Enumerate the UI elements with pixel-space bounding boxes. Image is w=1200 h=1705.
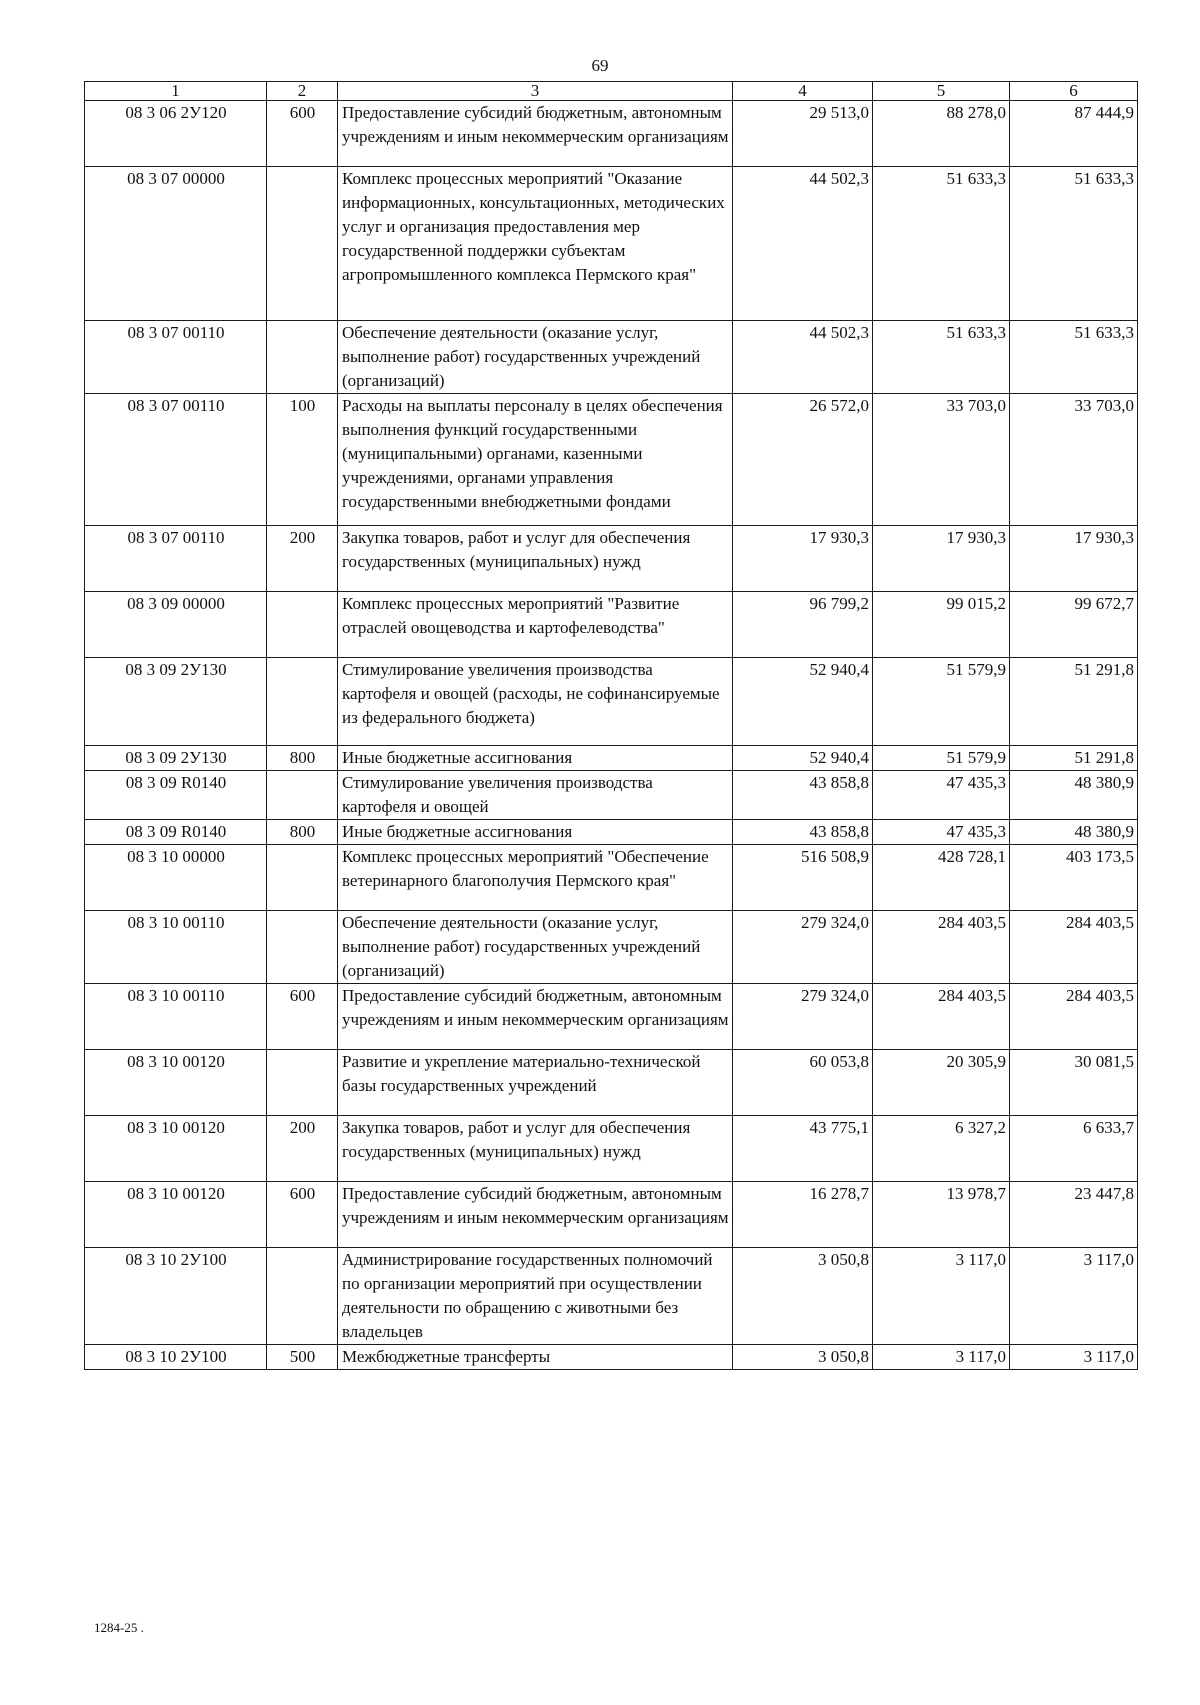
row-value-col5: 3 117,0 bbox=[873, 1345, 1010, 1370]
row-value-col5: 99 015,2 bbox=[873, 592, 1010, 658]
row-name: Предоставление субсидий бюджетным, автономным учреждениям и иным некоммерческим организациям bbox=[338, 101, 733, 167]
page-number: 69 bbox=[591, 56, 609, 75]
row-value-col5: 6 327,2 bbox=[873, 1116, 1010, 1182]
column-header: 5 bbox=[873, 82, 1010, 101]
row-value-col6: 48 380,9 bbox=[1010, 820, 1138, 845]
row-code: 08 3 10 00120 bbox=[85, 1182, 267, 1248]
row-value-col6: 3 117,0 bbox=[1010, 1248, 1138, 1345]
table-row bbox=[85, 592, 1138, 658]
row-expense-type: 600 bbox=[267, 984, 338, 1050]
budget-table bbox=[84, 81, 1138, 1370]
row-code: 08 3 10 00120 bbox=[85, 1116, 267, 1182]
table-row bbox=[85, 1116, 1138, 1182]
row-name: Обеспечение деятельности (оказание услуг, выполнение работ) государственных учреждений (организаций) bbox=[338, 911, 733, 984]
row-expense-type: 600 bbox=[267, 101, 338, 167]
row-code: 08 3 07 00000 bbox=[85, 167, 267, 321]
column-header: 4 bbox=[733, 82, 873, 101]
row-value-col6: 99 672,7 bbox=[1010, 592, 1138, 658]
table-header-row bbox=[85, 82, 1138, 101]
row-value-col6: 51 633,3 bbox=[1010, 167, 1138, 321]
row-value-col4: 43 775,1 bbox=[733, 1116, 873, 1182]
row-name: Стимулирование увеличения производства картофеля и овощей (расходы, не софинансируемые из федерального бюджета) bbox=[338, 658, 733, 746]
row-expense-type bbox=[267, 592, 338, 658]
row-value-col4: 279 324,0 bbox=[733, 911, 873, 984]
row-value-col4: 16 278,7 bbox=[733, 1182, 873, 1248]
column-header: 3 bbox=[338, 82, 733, 101]
document-code: 1284-25 . bbox=[94, 1620, 144, 1635]
table-row bbox=[85, 1182, 1138, 1248]
row-expense-type bbox=[267, 845, 338, 911]
row-name: Иные бюджетные ассигнования bbox=[338, 820, 733, 845]
row-value-col5: 284 403,5 bbox=[873, 984, 1010, 1050]
row-value-col5: 51 579,9 bbox=[873, 746, 1010, 771]
row-name: Обеспечение деятельности (оказание услуг, выполнение работ) государственных учреждений (организаций) bbox=[338, 321, 733, 394]
row-expense-type bbox=[267, 1248, 338, 1345]
row-value-col4: 17 930,3 bbox=[733, 526, 873, 592]
row-value-col5: 47 435,3 bbox=[873, 820, 1010, 845]
row-value-col5: 284 403,5 bbox=[873, 911, 1010, 984]
row-value-col6: 23 447,8 bbox=[1010, 1182, 1138, 1248]
table-row bbox=[85, 845, 1138, 911]
row-value-col5: 51 633,3 bbox=[873, 167, 1010, 321]
row-value-col4: 3 050,8 bbox=[733, 1345, 873, 1370]
row-value-col4: 52 940,4 bbox=[733, 658, 873, 746]
row-code: 08 3 09 2У130 bbox=[85, 658, 267, 746]
row-name: Закупка товаров, работ и услуг для обеспечения государственных (муниципальных) нужд bbox=[338, 1116, 733, 1182]
row-value-col6: 3 117,0 bbox=[1010, 1345, 1138, 1370]
row-value-col6: 403 173,5 bbox=[1010, 845, 1138, 911]
row-value-col5: 51 633,3 bbox=[873, 321, 1010, 394]
table-row bbox=[85, 167, 1138, 321]
row-code: 08 3 06 2У120 bbox=[85, 101, 267, 167]
row-expense-type bbox=[267, 911, 338, 984]
table-row bbox=[85, 1345, 1138, 1370]
row-code: 08 3 10 2У100 bbox=[85, 1345, 267, 1370]
row-name: Предоставление субсидий бюджетным, автономным учреждениям и иным некоммерческим организациям bbox=[338, 1182, 733, 1248]
row-name: Межбюджетные трансферты bbox=[338, 1345, 733, 1370]
row-name: Комплекс процессных мероприятий "Развитие отраслей овощеводства и картофелеводства" bbox=[338, 592, 733, 658]
row-value-col5: 33 703,0 bbox=[873, 394, 1010, 526]
table-row bbox=[85, 101, 1138, 167]
row-value-col4: 52 940,4 bbox=[733, 746, 873, 771]
row-code: 08 3 10 00110 bbox=[85, 984, 267, 1050]
row-expense-type: 800 bbox=[267, 746, 338, 771]
table-row bbox=[85, 771, 1138, 820]
row-value-col6: 6 633,7 bbox=[1010, 1116, 1138, 1182]
row-value-col4: 44 502,3 bbox=[733, 321, 873, 394]
row-value-col4: 3 050,8 bbox=[733, 1248, 873, 1345]
row-value-col5: 88 278,0 bbox=[873, 101, 1010, 167]
row-value-col6: 51 291,8 bbox=[1010, 658, 1138, 746]
row-name: Комплекс процессных мероприятий "Оказание информационных, консультационных, методических услуг и организация предоставления мер государственной поддержки субъектам агропромышленного комплекса Пермского края" bbox=[338, 167, 733, 321]
table-row bbox=[85, 820, 1138, 845]
table-row bbox=[85, 526, 1138, 592]
table-row bbox=[85, 1248, 1138, 1345]
row-code: 08 3 10 00120 bbox=[85, 1050, 267, 1116]
table-row bbox=[85, 394, 1138, 526]
row-name: Администрирование государственных полномочий по организации мероприятий при осуществлении деятельности по обращению с животными без владельцев bbox=[338, 1248, 733, 1345]
row-expense-type: 500 bbox=[267, 1345, 338, 1370]
row-value-col4: 60 053,8 bbox=[733, 1050, 873, 1116]
row-value-col5: 17 930,3 bbox=[873, 526, 1010, 592]
row-code: 08 3 09 00000 bbox=[85, 592, 267, 658]
row-value-col6: 87 444,9 bbox=[1010, 101, 1138, 167]
row-value-col5: 47 435,3 bbox=[873, 771, 1010, 820]
row-value-col5: 13 978,7 bbox=[873, 1182, 1010, 1248]
row-value-col5: 3 117,0 bbox=[873, 1248, 1010, 1345]
row-expense-type bbox=[267, 321, 338, 394]
row-expense-type bbox=[267, 1050, 338, 1116]
row-value-col4: 43 858,8 bbox=[733, 820, 873, 845]
row-code: 08 3 10 2У100 bbox=[85, 1248, 267, 1345]
row-expense-type bbox=[267, 771, 338, 820]
row-expense-type bbox=[267, 658, 338, 746]
row-value-col4: 43 858,8 bbox=[733, 771, 873, 820]
row-code: 08 3 09 R0140 bbox=[85, 771, 267, 820]
row-name: Развитие и укрепление материально-технической базы государственных учреждений bbox=[338, 1050, 733, 1116]
row-code: 08 3 07 00110 bbox=[85, 526, 267, 592]
row-expense-type bbox=[267, 167, 338, 321]
row-value-col4: 516 508,9 bbox=[733, 845, 873, 911]
row-expense-type: 600 bbox=[267, 1182, 338, 1248]
row-value-col6: 284 403,5 bbox=[1010, 984, 1138, 1050]
row-value-col6: 17 930,3 bbox=[1010, 526, 1138, 592]
row-name: Иные бюджетные ассигнования bbox=[338, 746, 733, 771]
row-expense-type: 800 bbox=[267, 820, 338, 845]
row-value-col4: 29 513,0 bbox=[733, 101, 873, 167]
table-row bbox=[85, 321, 1138, 394]
row-value-col6: 284 403,5 bbox=[1010, 911, 1138, 984]
row-value-col6: 30 081,5 bbox=[1010, 1050, 1138, 1116]
table-row bbox=[85, 1050, 1138, 1116]
row-value-col5: 428 728,1 bbox=[873, 845, 1010, 911]
column-header: 6 bbox=[1010, 82, 1138, 101]
table-row bbox=[85, 984, 1138, 1050]
table-row bbox=[85, 746, 1138, 771]
row-value-col4: 279 324,0 bbox=[733, 984, 873, 1050]
row-name: Расходы на выплаты персоналу в целях обеспечения выполнения функций государственными (муниципальными) органами, казенными учреждениями, органами управления государственными внебюджетными фондами bbox=[338, 394, 733, 526]
row-code: 08 3 10 00000 bbox=[85, 845, 267, 911]
row-expense-type: 200 bbox=[267, 1116, 338, 1182]
row-value-col6: 51 633,3 bbox=[1010, 321, 1138, 394]
row-code: 08 3 07 00110 bbox=[85, 394, 267, 526]
row-value-col5: 51 579,9 bbox=[873, 658, 1010, 746]
row-name: Предоставление субсидий бюджетным, автономным учреждениям и иным некоммерческим организациям bbox=[338, 984, 733, 1050]
row-value-col6: 33 703,0 bbox=[1010, 394, 1138, 526]
row-value-col4: 26 572,0 bbox=[733, 394, 873, 526]
row-value-col6: 48 380,9 bbox=[1010, 771, 1138, 820]
row-code: 08 3 07 00110 bbox=[85, 321, 267, 394]
row-name: Стимулирование увеличения производства картофеля и овощей bbox=[338, 771, 733, 820]
row-name: Закупка товаров, работ и услуг для обеспечения государственных (муниципальных) нужд bbox=[338, 526, 733, 592]
row-expense-type: 100 bbox=[267, 394, 338, 526]
row-name: Комплекс процессных мероприятий "Обеспечение ветеринарного благополучия Пермского края" bbox=[338, 845, 733, 911]
row-value-col4: 96 799,2 bbox=[733, 592, 873, 658]
row-code: 08 3 09 R0140 bbox=[85, 820, 267, 845]
row-expense-type: 200 bbox=[267, 526, 338, 592]
table-row bbox=[85, 658, 1138, 746]
table-row bbox=[85, 911, 1138, 984]
row-value-col5: 20 305,9 bbox=[873, 1050, 1010, 1116]
row-value-col6: 51 291,8 bbox=[1010, 746, 1138, 771]
row-code: 08 3 10 00110 bbox=[85, 911, 267, 984]
row-code: 08 3 09 2У130 bbox=[85, 746, 267, 771]
column-header: 1 bbox=[85, 82, 267, 101]
row-value-col4: 44 502,3 bbox=[733, 167, 873, 321]
column-header: 2 bbox=[267, 82, 338, 101]
